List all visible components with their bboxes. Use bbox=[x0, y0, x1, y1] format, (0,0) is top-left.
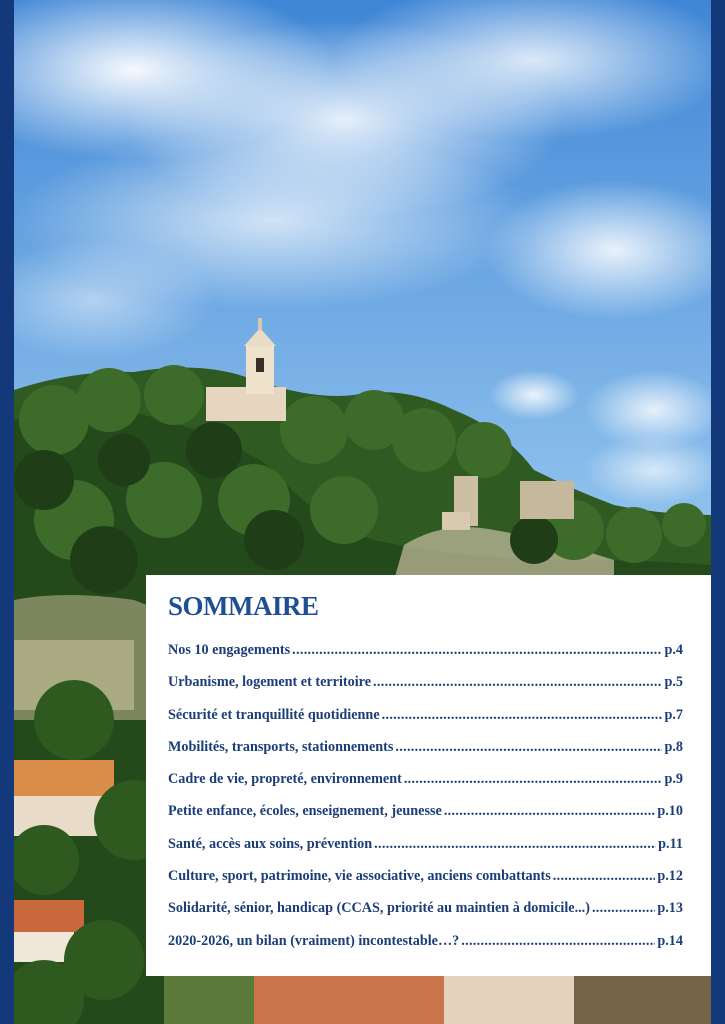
toc-entry-label: Sécurité et tranquillité quotidienne bbox=[168, 706, 380, 723]
toc-leader-dots bbox=[374, 835, 656, 853]
toc-entry-page: p.4 bbox=[664, 642, 683, 658]
toc-entry[interactable] bbox=[168, 706, 683, 738]
toc-entry-page: p.10 bbox=[657, 803, 683, 820]
toc-leader-dots bbox=[444, 802, 656, 820]
toc-entry[interactable] bbox=[168, 673, 683, 705]
toc-leader-dots bbox=[373, 673, 662, 691]
toc-entry-page: p.9 bbox=[664, 771, 683, 788]
toc-leader-dots bbox=[382, 706, 663, 724]
toc-entry-page: p.11 bbox=[658, 835, 683, 852]
toc-entry-label: Santé, accès aux soins, prévention bbox=[168, 835, 373, 852]
toc-leader-dots bbox=[592, 899, 655, 917]
toc-list bbox=[168, 641, 683, 964]
toc-entry[interactable] bbox=[168, 770, 683, 802]
toc-entry-label: Nos 10 engagements bbox=[168, 642, 291, 658]
toc-title: SOMMAIRE bbox=[168, 591, 319, 621]
toc-entry-label: 2020-2026, un bilan (vraiment) incontestable…? bbox=[168, 932, 460, 949]
toc-entry-page: p.12 bbox=[657, 868, 683, 885]
toc-leader-dots bbox=[395, 738, 662, 756]
toc-entry[interactable] bbox=[168, 867, 683, 899]
toc-entry[interactable] bbox=[168, 802, 683, 834]
toc-entry-label: Mobilités, transports, stationnements bbox=[168, 738, 394, 755]
toc-entry-page: p.8 bbox=[664, 738, 683, 755]
toc-entry[interactable] bbox=[168, 835, 683, 867]
toc-leader-dots bbox=[292, 641, 662, 659]
toc-leader-dots bbox=[404, 770, 663, 788]
toc-leader-dots bbox=[461, 932, 655, 950]
toc-entry-label: Solidarité, sénior, handicap (CCAS, priorité au maintien à domicile...) bbox=[168, 900, 590, 917]
toc-entry-page: p.5 bbox=[664, 674, 683, 691]
toc-leader-dots bbox=[553, 867, 656, 885]
toc-entry[interactable] bbox=[168, 899, 683, 931]
toc-entry-page: p.7 bbox=[664, 706, 683, 723]
toc-entry-label: Culture, sport, patrimoine, vie associative, anciens combattants bbox=[168, 868, 551, 885]
toc-entry-page: p.14 bbox=[657, 932, 683, 949]
toc-entry-label: Petite enfance, écoles, enseignement, jeunesse bbox=[168, 803, 442, 820]
toc-entry-label: Cadre de vie, propreté, environnement bbox=[168, 771, 402, 788]
toc-entry[interactable] bbox=[168, 738, 683, 770]
toc-entry-page: p.13 bbox=[657, 900, 683, 917]
table-of-contents bbox=[146, 575, 711, 976]
toc-entry[interactable] bbox=[168, 641, 683, 673]
toc-entry-label: Urbanisme, logement et territoire bbox=[168, 674, 372, 691]
toc-entry[interactable] bbox=[168, 932, 683, 964]
